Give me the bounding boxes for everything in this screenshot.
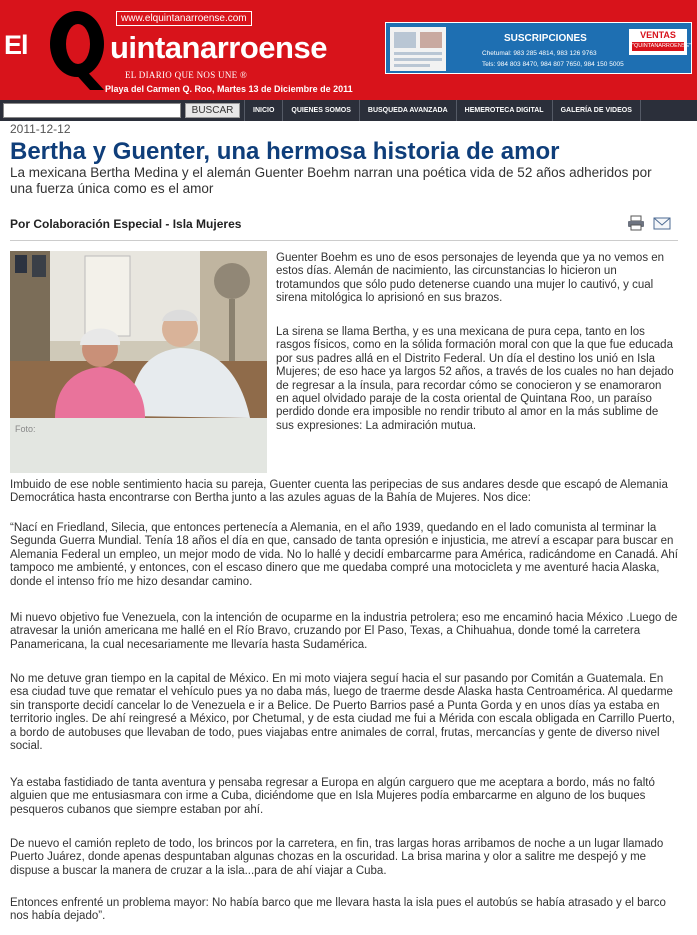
nav-item-busqueda-avanzada[interactable]: BUSQUEDA AVANZADA [359,100,456,121]
subscriptions-banner[interactable] [385,22,692,74]
subscriptions-tels: Tels: 984 803 8470, 984 807 7650, 984 150 5005 [482,61,624,68]
email-icon[interactable] [653,215,671,231]
site-header [0,0,697,100]
nav-item-galeria-videos[interactable]: GALERÍA DE VIDEOS [552,100,641,121]
logo-el: El [4,30,28,60]
sales-badge: VENTAS "QUINTANARROENSE" [629,29,687,55]
nav-item-inicio[interactable]: INICIO [244,100,282,121]
search-button[interactable]: BUSCAR [185,103,240,118]
newspaper-image [390,27,446,71]
article-paragraph: No me detuve gran tiempo en la capital de México. En mi moto viajera seguí hacia el sur pasando por Comitán a Guatemala. En esa ciudad tuve que rematar el vehículo pues ya no daba más, luego de traerme desde Alaska hasta Centroamérica. Al quedarme sin transporte decidí cancelar lo de Venezuela e ir a Belice. De Puerto Barrios pasé a Punta Gorda y en unos días ya estaba en territorio ingles. De ahí reingresé a México, por Chetumal, y de esta ciudad me fui a Mérida con escala obligada en Carrillo Puerto, a bordo de autobuses que llevaban de todo, pues viajabas entre animales de corral, frutas, mercancías y gente de diverso nivel social. [10,673,675,753]
logo-q-mark[interactable] [42,0,112,92]
article-paragraph: Entonces enfrenté un problema mayor: No había barco que me llevara hasta la isla pues el autobús se había atrasado y el barco nos había dejado”. [10,897,666,923]
nav-menu [244,100,641,121]
article-paragraph: Mi nuevo objetivo fue Venezuela, con la intención de ocuparme en la industria petrolera; eso me encaminó hacia México .Luego de atravesar la unión americana me hallé en el Río Bravo, cruzando por El Paso, Texas, a Chihuahua, donde tomé la carretera Panamericana, la cual necesariamente me llevaría hasta Sudamérica. [10,612,678,651]
article-paragraph: Guenter Boehm es uno de esos personajes de leyenda que ya no vemos en estos días. Alemán de nacimiento, las circunstancias lo hicieron un trotamundos que sólo pudo detenerse cuando una mujer lo cautivó, y cual sirena mitológica lo aprisionó en sus brazos. [276,252,665,305]
article-paragraph: La sirena se llama Bertha, y es una mexicana de pura cepa, tanto en los rasgos físicos, como en la sólida formación moral con que la que fue educada por sus padres allá en el Distrito Federal. Un día el destino los unió en Isla Mujeres; de eso hace ya largos 52 años, a través de los cuales no han dejado de regresar a la ínsula, para recordar cómo se conocieron y se enamoraron en aquel olvidado paraje de la costa oriental de Quintana Roo, un paraíso perdido donde era imposible no rendir tributo al amor en la más sublime de sus expresiones: La admiración mutua. [276,326,674,432]
logo-name: uintanarroense [110,30,327,65]
photo-caption: Foto: [15,424,36,434]
article-tools [627,215,671,231]
article-divider [10,240,678,241]
subscriptions-phones: Chetumal: 983 285 4814, 983 126 9763 [482,50,597,57]
nav-item-hemeroteca-digital[interactable]: HEMEROTECA DIGITAL [456,100,552,121]
article-photo-box [10,251,267,473]
article-subtitle: La mexicana Bertha Medina y el alemán Guenter Boehm narran una poética vida de 52 años adheridos por una fuerza única como es el amor [10,165,652,196]
search-input[interactable] [3,103,181,118]
article-byline: Por Colaboración Especial - Isla Mujeres [10,217,242,231]
print-icon[interactable] [627,215,645,231]
site-url[interactable]: www.elquintanarroense.com [116,11,252,26]
article-paragraph: Imbuido de ese noble sentimiento hacia su pareja, Guenter cuenta las peripecias de sus andares desde que escapó de Alemania Democrática hasta encontrarse con Bertha junto a las azules aguas de la Bahía de Mujeres. Nos dice: [10,479,668,505]
subscriptions-title: SUSCRIPCIONES [504,33,587,44]
nav-item-quienes-somos[interactable]: QUIENES SOMOS [282,100,359,121]
article-title: Bertha y Guenter, una hermosa historia de amor [10,138,560,165]
article-photo[interactable] [10,251,267,418]
article-paragraph: Ya estaba fastidiado de tanta aventura y pensaba regresar a Europa en algún carguero que me aceptara a bordo, más no faltó alguien que me entusiasmara con irme a Cuba, diciéndome que en Isla Mujeres podía embarcarme en alguno de los buques pesqueros cubanos que siempre estaban por ahí. [10,777,655,816]
article-paragraph: “Nací en Friedland, Silecia, que entonces pertenecía a Alemania, en el año 1939, quedando en el lado comunista al terminar la Segunda Guerra Mundial. Tenía 18 años el día en que, cansado de tanta opresión e injusticia, me atreví a escapar para buscar en Alemania Federal un empleo, un mejor modo de vida. No lo hallé y decidí embarcarme para América, radicándome en Canadá. Ahí tampoco me ambienté, y entonces, con el escaso dinero que me quedaba compré una motocicleta y me aventuré hacia Alaska, donde el intenso frío me hizo desandar camino. [10,522,679,588]
article-paragraph: De nuevo el camión repleto de todo, los brincos por la carretera, en fin, tras largas horas arribamos de noche a un lugar llamado Puerto Juárez, donde apenas despuntaban algunas chozas en la oscuridad. La brisa marina y olor a salitre me despejó y me dispuse a buscar la manera de cruzar a la isla...para de ahí viajar a Cuba. [10,838,664,877]
tagline: EL DIARIO QUE NOS UNE ® [125,70,248,80]
article-date: 2011-12-12 [10,122,71,136]
dateline: Playa del Carmen Q. Roo, Martes 13 de Diciembre de 2011 [105,84,353,94]
main-nav [0,100,697,121]
